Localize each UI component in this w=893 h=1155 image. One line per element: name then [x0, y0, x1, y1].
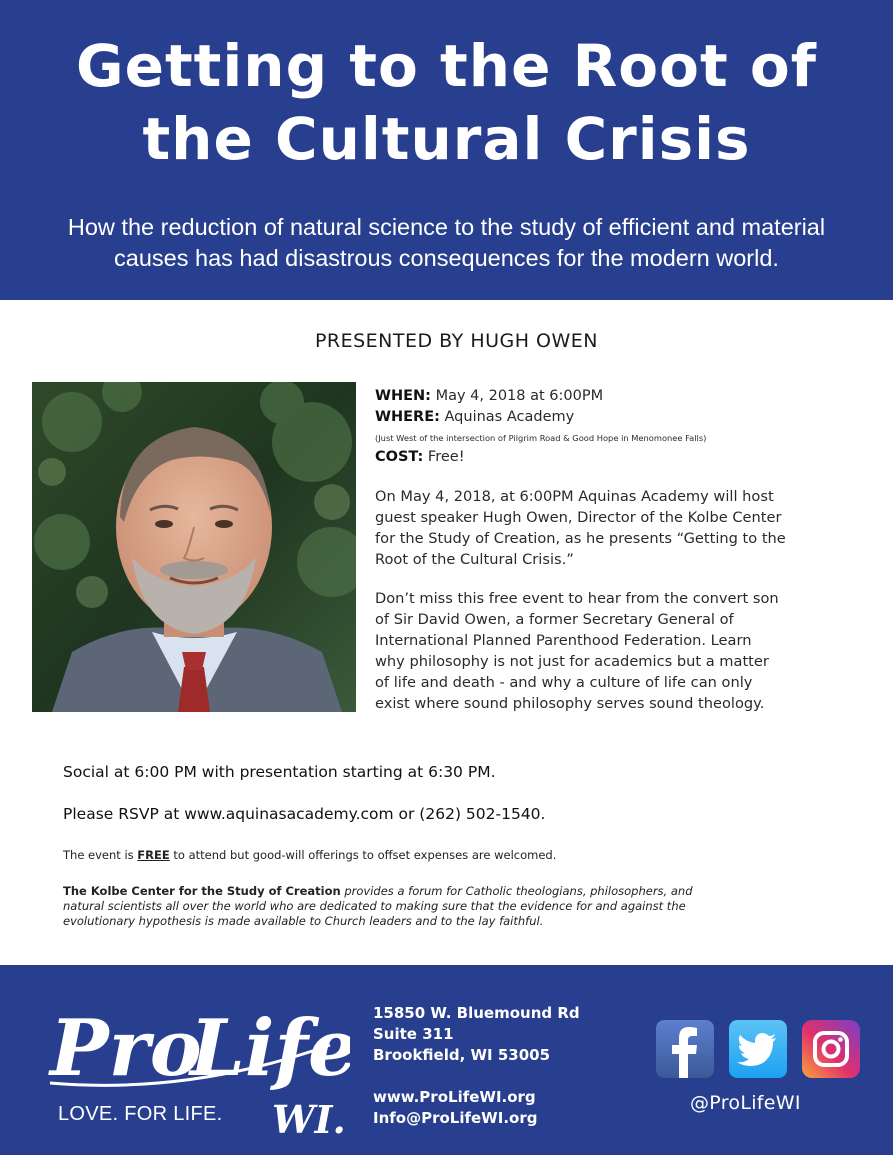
social-time: Social at 6:00 PM with presentation starting at 6:30 PM.	[63, 763, 496, 781]
kolbe-text: evolutionary hypothesis is made available to Church leaders and to the lay faithful.	[63, 914, 544, 928]
rsvp-info: Please RSVP at www.aquinasacademy.com or (262) 502-1540.	[63, 805, 546, 823]
when-row	[375, 386, 870, 407]
subtitle	[30, 212, 863, 274]
website-link[interactable]: www.ProLifeWI.org	[373, 1088, 536, 1106]
subtitle-line-2: causes has had disastrous consequences for the modern world.	[114, 245, 779, 271]
description-line: On May 4, 2018, at 6:00PM Aquinas Academy will host	[375, 488, 774, 505]
speaker-photo	[32, 382, 356, 712]
speaker-description	[375, 588, 870, 714]
where-row	[375, 407, 870, 428]
where-value: Aquinas Academy	[444, 409, 575, 425]
address-line: 15850 W. Bluemound Rd	[373, 1004, 580, 1022]
twitter-icon[interactable]	[729, 1020, 787, 1078]
header-banner	[0, 0, 893, 300]
free-note-after: to attend but good-will offerings to offset expenses are welcomed.	[169, 848, 557, 862]
cost-label: COST:	[375, 449, 424, 465]
cost-value: Free!	[427, 449, 465, 465]
page-title	[0, 30, 893, 176]
where-note: (Just West of the intersection of Pilgrim Road & Good Hope in Menomonee Falls)	[375, 433, 707, 443]
description-line: International Planned Parenthood Federation. Learn	[375, 632, 752, 649]
kolbe-text: provides a forum for Catholic theologians, philosophers, and	[340, 884, 693, 898]
description-line: exist where sound philosophy serves sound theology.	[375, 695, 765, 712]
free-note-before: The event is	[63, 848, 138, 862]
where-label: WHERE:	[375, 409, 440, 425]
description-line: for the Study of Creation, as he presents “Getting to the	[375, 530, 786, 547]
tagline: LOVE. FOR LIFE.	[58, 1103, 223, 1125]
when-label: WHEN:	[375, 388, 431, 404]
instagram-icon[interactable]	[802, 1020, 860, 1078]
subtitle-line-1: How the reduction of natural science to the study of efficient and material	[67, 214, 826, 240]
event-details	[375, 386, 870, 714]
presenter-heading: PRESENTED BY HUGH OWEN	[314, 330, 599, 352]
title-line-1: Getting to the Root of	[76, 32, 817, 100]
kolbe-text: natural scientists all over the world who are dedicated to making sure that the evidence for and against the	[63, 899, 686, 913]
social-handle[interactable]: @ProLifeWI	[690, 1092, 801, 1114]
address-line: Brookfield, WI 53005	[373, 1046, 551, 1064]
description-line: why philosophy is not just for academics but a matter	[375, 653, 769, 670]
description-line: Root of the Cultural Crisis.”	[375, 551, 574, 568]
free-emphasis: FREE	[137, 848, 170, 862]
email-link[interactable]: Info@ProLifeWI.org	[373, 1109, 538, 1127]
logo-wi: WI.	[272, 1097, 346, 1142]
description-line: of life and death - and why a culture of life can only	[375, 674, 753, 691]
address	[373, 1003, 580, 1066]
free-note	[63, 848, 556, 862]
when-value: May 4, 2018 at 6:00PM	[435, 388, 604, 404]
contact-links	[373, 1087, 537, 1129]
description-line: of Sir David Owen, a former Secretary General of	[375, 611, 734, 628]
logo-pro: Pro	[50, 1003, 202, 1094]
logo-life: Life	[190, 1003, 350, 1094]
description-line: guest speaker Hugh Owen, Director of the Kolbe Center	[375, 509, 782, 526]
title-line-2: the Cultural Crisis	[142, 105, 751, 173]
event-description	[375, 486, 870, 570]
social-icons	[656, 1020, 866, 1080]
kolbe-description	[63, 884, 848, 929]
address-line: Suite 311	[373, 1025, 454, 1043]
cost-row	[375, 447, 870, 468]
facebook-icon[interactable]	[656, 1020, 714, 1078]
kolbe-name: The Kolbe Center for the Study of Creation	[63, 884, 341, 898]
footer-banner	[0, 965, 893, 1155]
description-line: Don’t miss this free event to hear from the convert son	[375, 590, 779, 607]
